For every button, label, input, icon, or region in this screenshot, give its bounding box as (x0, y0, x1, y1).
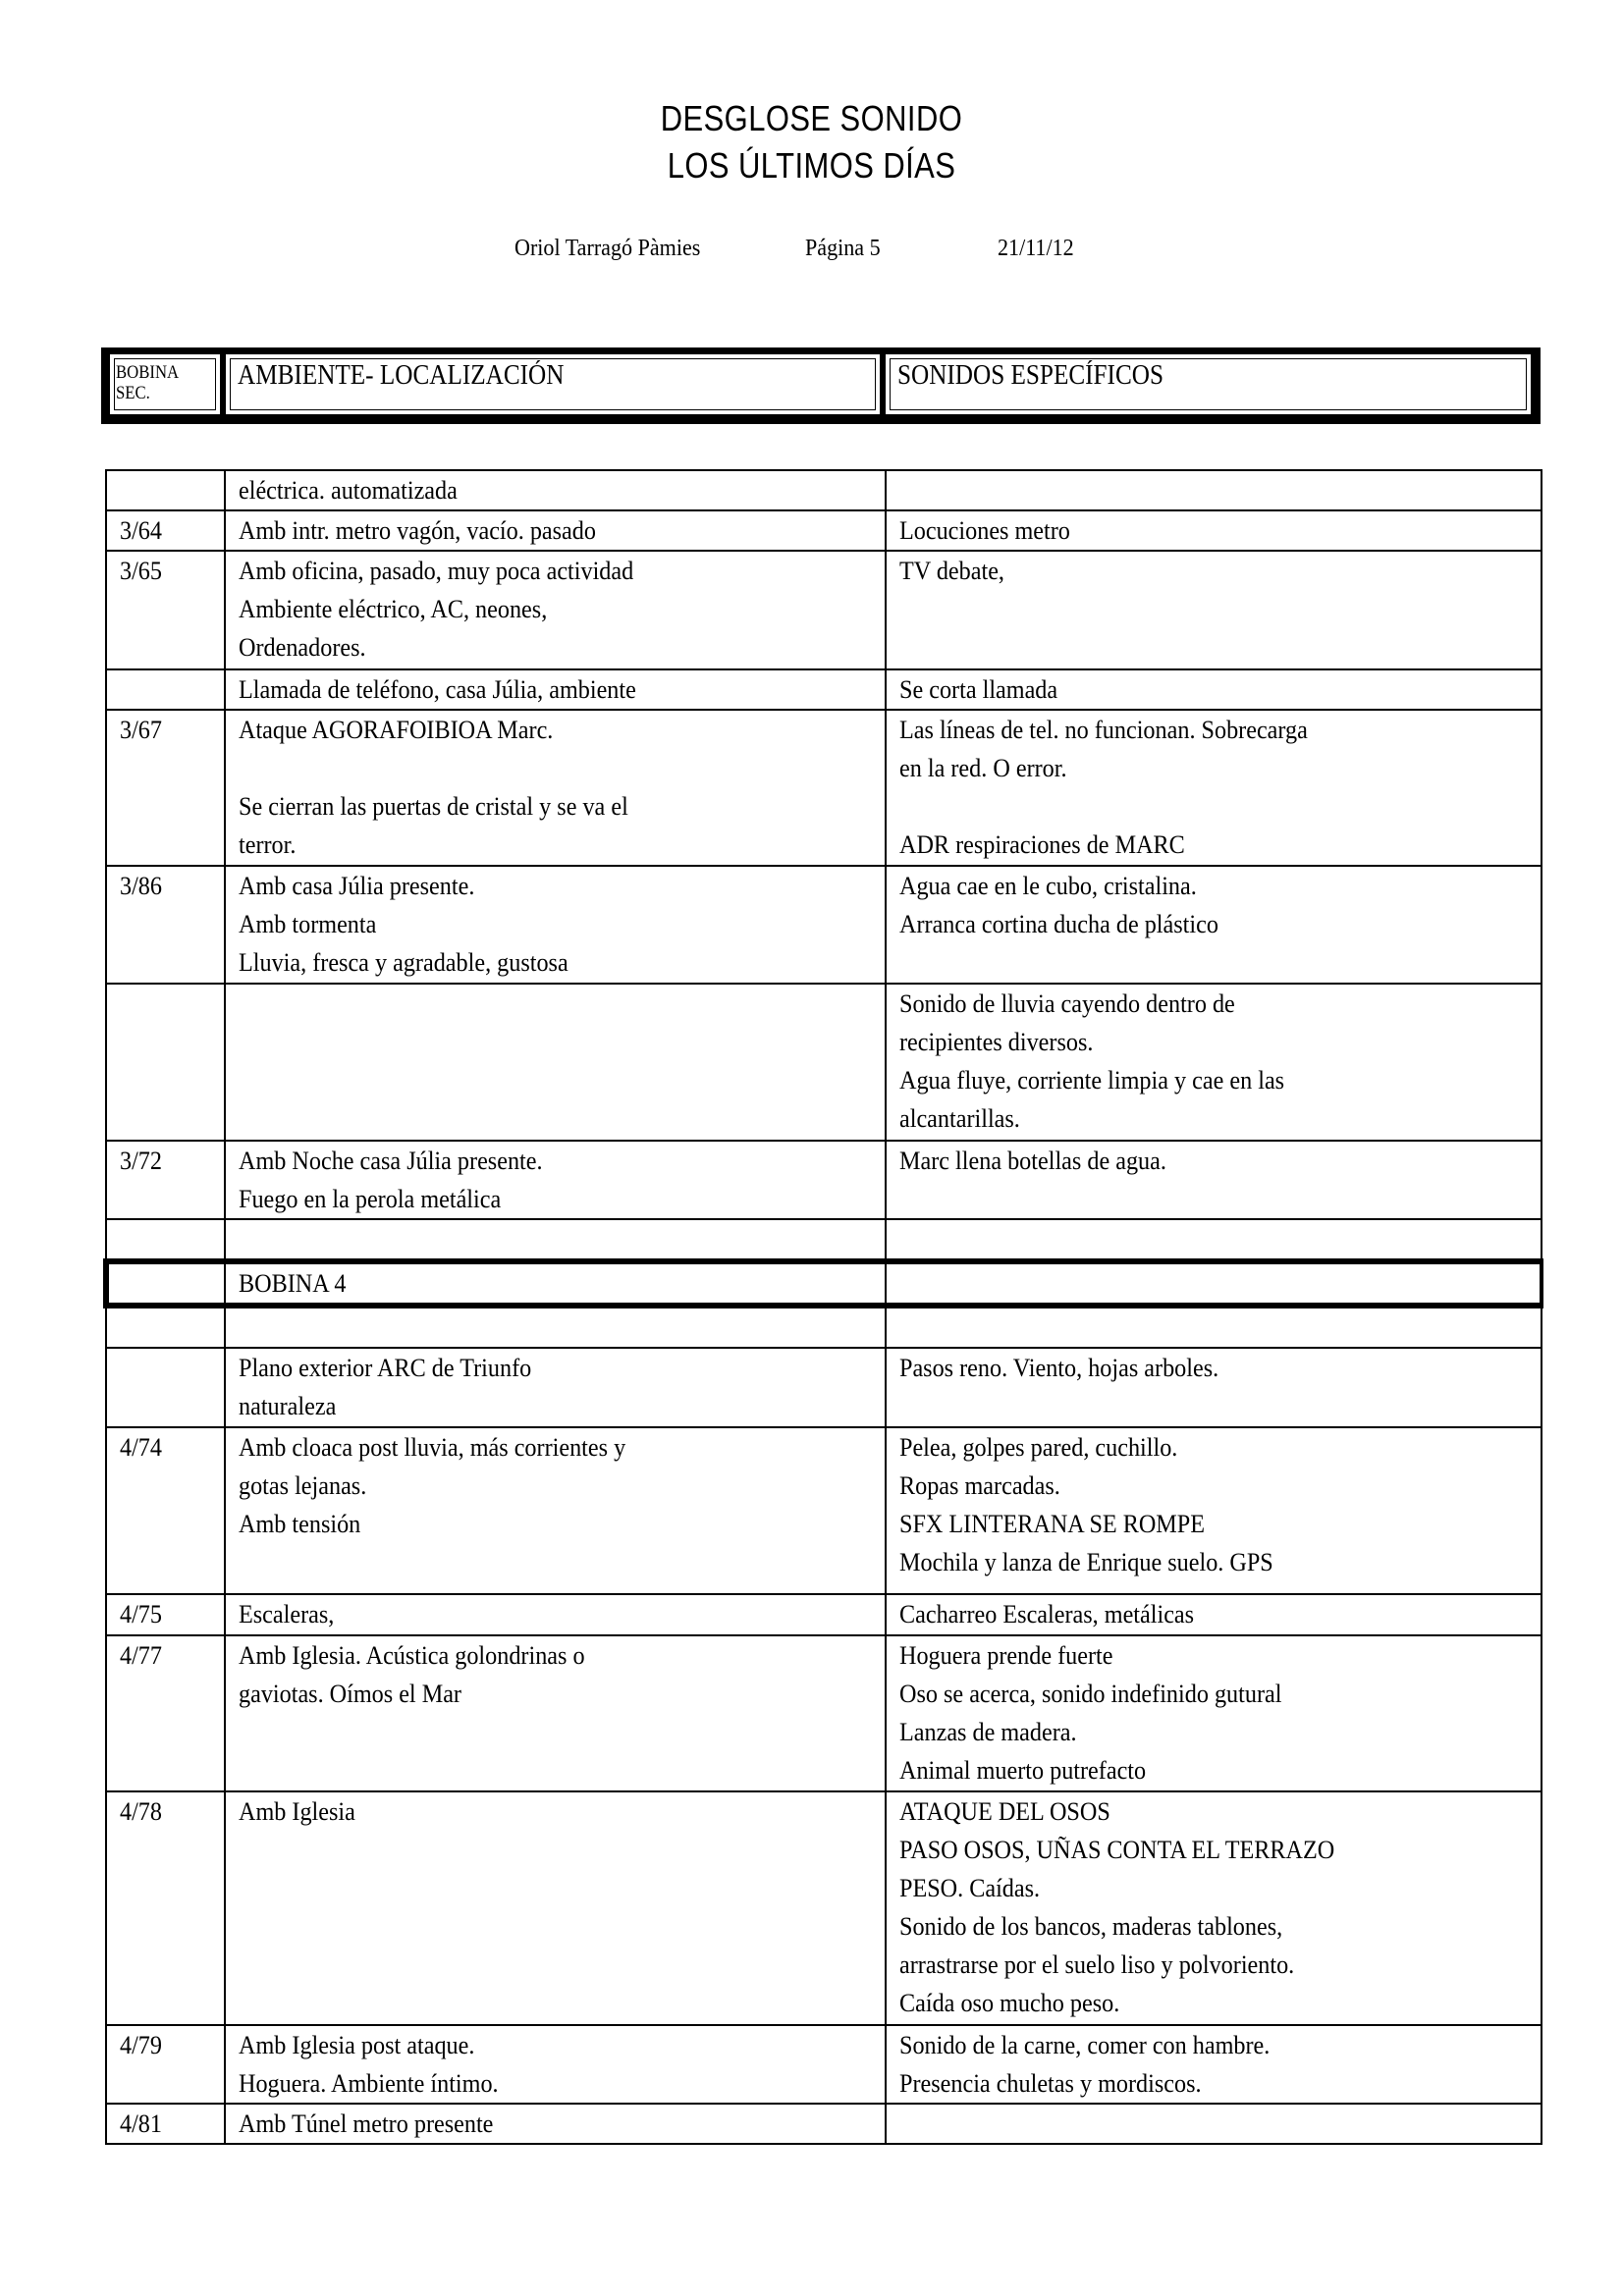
sonidos-cell-text: Pelea, golpes pared, cuchillo. Ropas marcadas. SFX LINTERANA SE ROMPE Mochila y lanza de Enrique suelo. GPS (899, 1433, 1273, 1576)
ambiente-cell-text: Amb intr. metro vagón, vacío. pasado (239, 516, 596, 545)
sec-cell (106, 2025, 225, 2104)
sonidos-cell (886, 510, 1542, 551)
ambiente-cell (225, 1141, 886, 1219)
table-row (106, 1219, 1542, 1261)
ambiente-cell (225, 710, 886, 866)
sonidos-cell (886, 984, 1542, 1141)
table-row (106, 510, 1542, 551)
sec-cell (106, 669, 225, 710)
sec-cell-text: 4/74 (120, 1433, 162, 1462)
ambiente-cell-text: Llamada de teléfono, casa Júlia, ambiente (239, 675, 636, 704)
ambiente-cell-text: Escaleras, (239, 1600, 335, 1629)
ambiente-cell-text: Amb Noche casa Júlia presente. Fuego en la perola metálica (239, 1147, 543, 1213)
sonidos-cell-text: Cacharreo Escaleras, metálicas (899, 1600, 1195, 1629)
sec-cell (106, 1306, 225, 1348)
table-header (101, 347, 1541, 424)
sec-cell (106, 510, 225, 551)
header-ambiente-label: AMBIENTE- LOCALIZACIÓN (238, 360, 565, 391)
sonidos-cell-text: Agua cae en le cubo, cristalina. Arranca cortina ducha de plástico (899, 872, 1218, 938)
ambiente-cell (225, 510, 886, 551)
sec-cell-text: 4/78 (120, 1797, 162, 1826)
author: Oriol Tarragó Pàmies (514, 236, 701, 261)
table-row (106, 1306, 1542, 1348)
sonidos-cell (886, 1306, 1542, 1348)
sonidos-cell (886, 669, 1542, 710)
ambiente-cell (225, 2104, 886, 2144)
ambiente-cell (225, 1635, 886, 1791)
document-title: DESGLOSE SONIDO (660, 98, 963, 138)
ambiente-cell-text: Amb Iglesia post ataque. Hoguera. Ambiente íntimo. (239, 2031, 499, 2098)
sonidos-cell-text: Marc llena botellas de agua. (899, 1147, 1166, 1175)
sonidos-cell-text: TV debate, (899, 557, 1004, 585)
ambiente-cell (225, 1427, 886, 1594)
table-row (106, 1635, 1542, 1791)
header-cell-sec (110, 354, 220, 414)
ambiente-cell-text: Amb cloaca post lluvia, más corrientes y gotas lejanas. Amb tensión (239, 1433, 626, 1538)
sonidos-cell (886, 1635, 1542, 1791)
sonidos-cell (886, 2104, 1542, 2144)
table-row (106, 2025, 1542, 2104)
sonidos-cell (886, 2025, 1542, 2104)
sonidos-cell-text: Hoguera prende fuerte Oso se acerca, sonido indefinido gutural Lanzas de madera. Animal muerto putrefacto (899, 1641, 1282, 1785)
header-sec-label: BOBINA SEC. (116, 362, 180, 403)
ambiente-cell-text: Amb oficina, pasado, muy poca actividad Ambiente eléctrico, AC, neones, Ordenadores. (239, 557, 634, 662)
table-row (106, 866, 1542, 984)
sec-cell (106, 1219, 225, 1261)
table-row (106, 1594, 1542, 1635)
date: 21/11/12 (998, 236, 1074, 261)
ambiente-cell-text: Plano exterior ARC de Triunfo naturaleza (239, 1354, 532, 1420)
section-header-row (106, 1261, 1542, 1306)
ambiente-cell (225, 669, 886, 710)
ambiente-cell-text: Amb Iglesia. Acústica golondrinas o gaviotas. Oímos el Mar (239, 1641, 585, 1708)
sec-cell (106, 1348, 225, 1427)
sec-cell (106, 1791, 225, 2025)
sonidos-cell (886, 1141, 1542, 1219)
ambiente-cell (225, 984, 886, 1141)
sec-cell (106, 1141, 225, 1219)
ambiente-cell (225, 1261, 886, 1306)
table-row (106, 1141, 1542, 1219)
sonidos-cell-text: Locuciones metro (899, 516, 1070, 545)
sec-cell-text: 4/77 (120, 1641, 162, 1670)
breakdown-table (103, 469, 1543, 2145)
sec-cell (106, 984, 225, 1141)
ambiente-cell-text: Amb Iglesia (239, 1797, 355, 1826)
sonidos-cell (886, 1219, 1542, 1261)
ambiente-cell (225, 1348, 886, 1427)
sec-cell-text: 3/64 (120, 516, 162, 545)
sec-cell-text: 4/79 (120, 2031, 162, 2059)
sec-cell-text: 4/81 (120, 2109, 162, 2138)
document-subtitle: LOS ÚLTIMOS DÍAS (667, 145, 956, 186)
ambiente-cell-text: Ataque AGORAFOIBIOA Marc. Se cierran las puertas de cristal y se va el terror. (239, 716, 628, 859)
table-row (106, 669, 1542, 710)
header-cell-ambiente (226, 354, 880, 414)
ambiente-cell (225, 2025, 886, 2104)
ambiente-cell-text: Amb casa Júlia presente. Amb tormenta Lluvia, fresca y agradable, gustosa (239, 872, 568, 977)
table-row (106, 710, 1542, 866)
sec-cell (106, 470, 225, 510)
sonidos-cell (886, 551, 1542, 669)
table-row (106, 984, 1542, 1141)
sonidos-cell (886, 1261, 1542, 1306)
sonidos-cell (886, 470, 1542, 510)
sonidos-cell (886, 1594, 1542, 1635)
sec-cell-text: 4/75 (120, 1600, 162, 1629)
sonidos-cell-text: Se corta llamada (899, 675, 1058, 704)
sonidos-cell-text: Las líneas de tel. no funcionan. Sobrecarga en la red. O error. ADR respiraciones de MARC (899, 716, 1308, 859)
table-row (106, 470, 1542, 510)
ambiente-cell (225, 866, 886, 984)
sec-cell-text: 3/67 (120, 716, 162, 744)
sec-cell-text: 3/86 (120, 872, 162, 900)
sonidos-cell-text: ATAQUE DEL OSOS PASO OSOS, UÑAS CONTA EL TERRAZO PESO. Caídas. Sonido de los bancos, maderas tablones, arrastrarse por el suelo liso y polvoriento. Caída oso mucho peso. (899, 1797, 1335, 2017)
sonidos-cell-text: Pasos reno. Viento, hojas arboles. (899, 1354, 1219, 1382)
sec-cell (106, 1261, 225, 1306)
table-row (106, 1427, 1542, 1594)
sonidos-cell-text: Sonido de lluvia cayendo dentro de recipientes diversos. Agua fluye, corriente limpia y cae en las alcantarillas. (899, 989, 1285, 1133)
ambiente-cell (225, 1306, 886, 1348)
sonidos-cell (886, 710, 1542, 866)
ambiente-cell-text: BOBINA 4 (239, 1269, 347, 1298)
ambiente-cell (225, 1219, 886, 1261)
ambiente-cell-text: Amb Túnel metro presente (239, 2109, 494, 2138)
ambiente-cell (225, 470, 886, 510)
sec-cell (106, 1594, 225, 1635)
sonidos-cell (886, 1427, 1542, 1594)
ambiente-cell (225, 1594, 886, 1635)
table-row (106, 2104, 1542, 2144)
sec-cell (106, 1635, 225, 1791)
sec-cell (106, 1427, 225, 1594)
table-row (106, 551, 1542, 669)
ambiente-cell-text: eléctrica. automatizada (239, 476, 458, 505)
sec-cell-text: 3/65 (120, 557, 162, 585)
sec-cell (106, 551, 225, 669)
sec-cell (106, 866, 225, 984)
ambiente-cell (225, 551, 886, 669)
sec-cell-text: 3/72 (120, 1147, 162, 1175)
table-row (106, 1348, 1542, 1427)
table-row (106, 1791, 1542, 2025)
sonidos-cell (886, 1791, 1542, 2025)
header-cell-sonidos (886, 354, 1531, 414)
sonidos-cell (886, 866, 1542, 984)
sec-cell (106, 2104, 225, 2144)
sec-cell (106, 710, 225, 866)
sonidos-cell (886, 1348, 1542, 1427)
ambiente-cell (225, 1791, 886, 2025)
sonidos-cell-text: Sonido de la carne, comer con hambre. Presencia chuletas y mordiscos. (899, 2031, 1271, 2098)
header-sonidos-label: SONIDOS ESPECÍFICOS (897, 360, 1163, 391)
page-number: Página 5 (805, 236, 881, 261)
